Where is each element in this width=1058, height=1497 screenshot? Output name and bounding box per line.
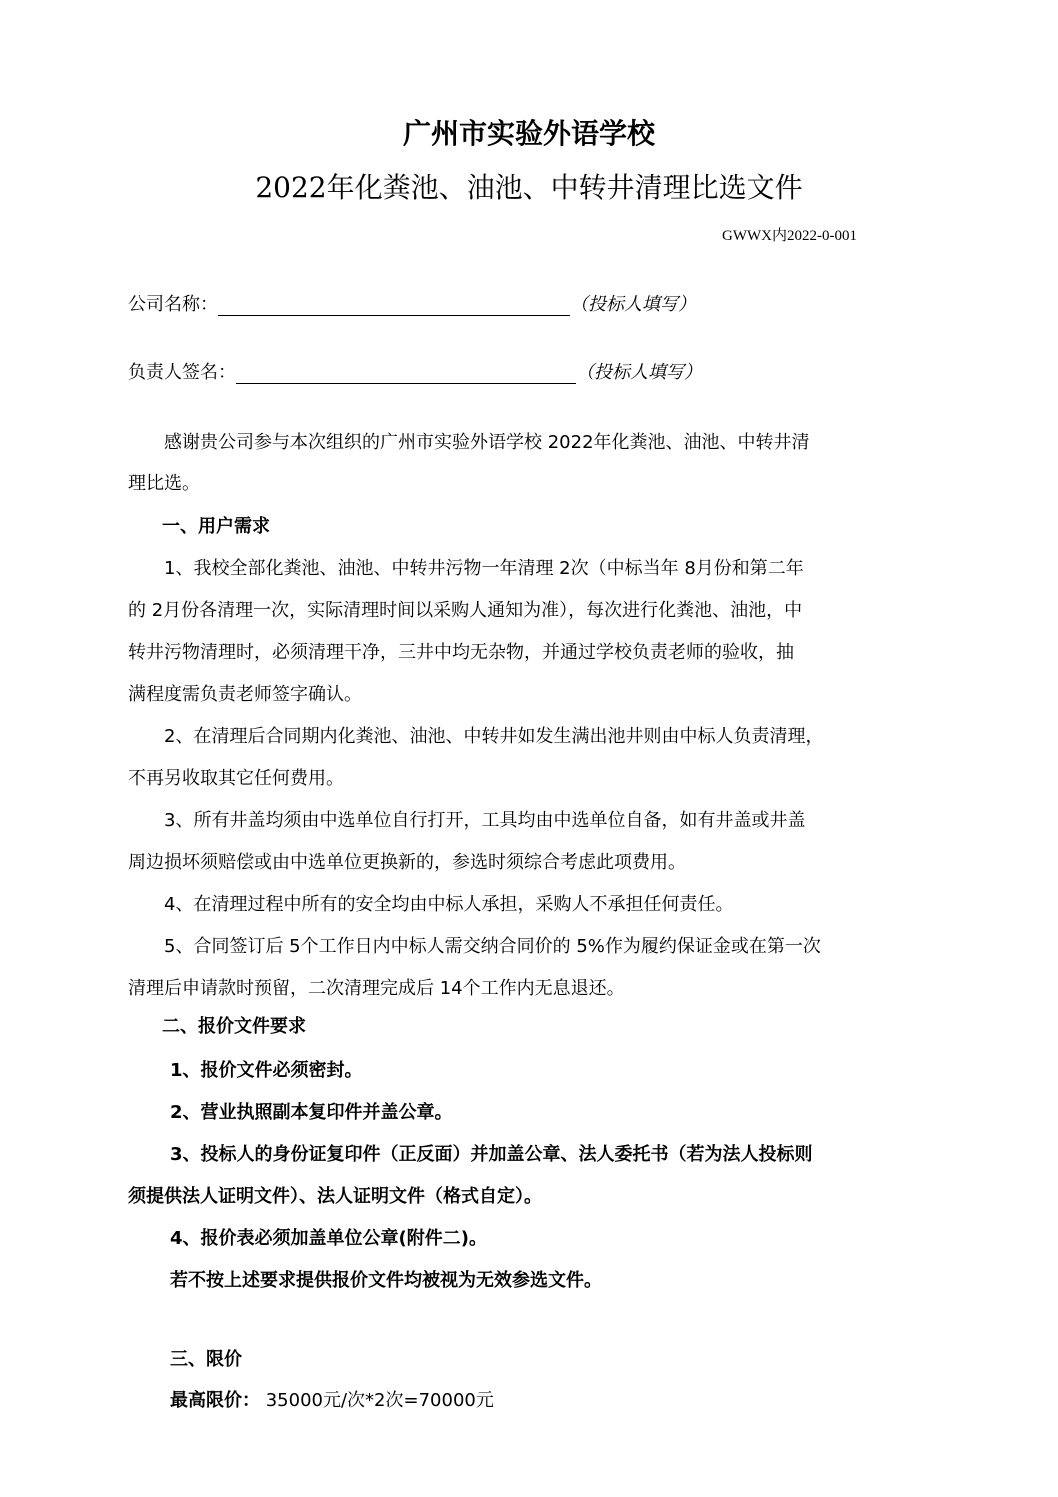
- section-heading: 二、报价文件要求: [162, 1016, 306, 1037]
- max-price-line: [170, 1380, 494, 1421]
- requirement-item: 须提供法人证明文件）、法人证明文件（格式自定）。: [128, 1186, 542, 1207]
- document-subtitle: 2022年化粪池、油池、中转井清理比选文件: [255, 171, 803, 204]
- requirement-item: 3、投标人的身份证复印件（正反面）并加盖公章、法人委托书（若为法人投标则: [170, 1144, 813, 1165]
- company-name-blank[interactable]: [218, 293, 570, 316]
- signature-hint: （投标人填写）: [576, 362, 702, 383]
- intro-line: 理比选。: [128, 473, 200, 494]
- max-price-value: 35000元/次*2次=70000元: [265, 1390, 494, 1411]
- requirement-note: 若不按上述要求提供报价文件均被视为无效参选文件。: [170, 1270, 602, 1291]
- requirement-item: 1、报价文件必须密封。: [170, 1060, 363, 1081]
- paragraph-line: 转井污物清理时，必须清理干净，三井中均无杂物，并通过学校负责老师的验收，抽: [128, 642, 794, 663]
- paragraph-line: 的 2月份各清理一次，实际清理时间以采购人通知为准），每次进行化粪池、油池，中: [128, 600, 803, 621]
- paragraph-line: 4、在清理过程中所有的安全均由中标人承担，采购人不承担任何责任。: [128, 894, 734, 915]
- paragraph-line: 满程度需负责老师签字确认。: [128, 684, 362, 705]
- paragraph-line: 3、所有井盖均须由中选单位自行打开，工具均由中选单位自备，如有井盖或井盖: [128, 810, 806, 831]
- max-price-label: 最高限价：: [170, 1390, 260, 1411]
- requirement-item: 2、营业执照副本复印件并盖公章。: [170, 1102, 453, 1123]
- document-title: 广州市实验外语学校: [402, 117, 655, 150]
- paragraph-line: 清理后申请款时预留，二次清理完成后 14个工作内无息退还。: [128, 978, 625, 999]
- paragraph-line: 1、我校全部化粪池、油池、中转井污物一年清理 2次（中标当年 8月份和第二年: [128, 558, 804, 579]
- company-hint: （投标人填写）: [570, 294, 696, 315]
- intro-line: 感谢贵公司参与本次组织的广州市实验外语学校 2022年化粪池、油池、中转井清: [128, 432, 810, 453]
- requirement-item: 4、报价表必须加盖单位公章(附件二)。: [170, 1228, 487, 1249]
- section-heading: 三、限价: [170, 1349, 242, 1370]
- section-heading: 一、用户需求: [162, 516, 270, 537]
- paragraph-line: 2、在清理后合同期内化粪池、油池、中转井如发生满出池井则由中标人负责清理，: [128, 726, 824, 747]
- signature-blank[interactable]: [236, 361, 576, 384]
- paragraph-line: 5、合同签订后 5个工作日内中标人需交纳合同价的 5%作为履约保证金或在第一次: [128, 936, 821, 957]
- document-number: GWWX内2022-0-001: [722, 228, 857, 244]
- signature-label: 负责人签名：: [128, 362, 236, 383]
- paragraph-line: 不再另收取其它任何费用。: [128, 768, 344, 789]
- company-field: [128, 290, 696, 316]
- signature-field: [128, 358, 702, 384]
- company-label: 公司名称：: [128, 294, 218, 315]
- paragraph-line: 周边损坏须赔偿或由中选单位更换新的，参选时须综合考虑此项费用。: [128, 852, 686, 873]
